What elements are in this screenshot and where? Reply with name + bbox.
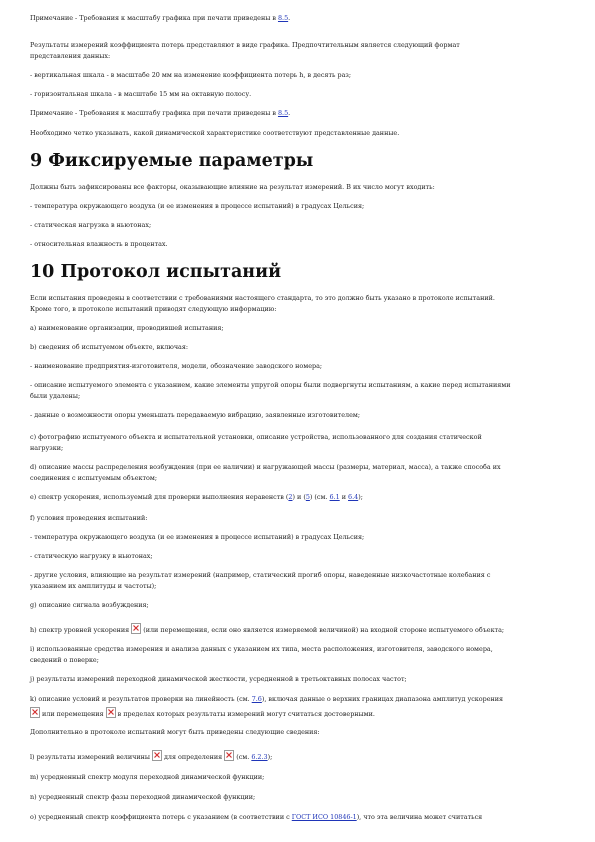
list-item: h) спектр уровней ускорения (или перемещения, если оно является измеряемой величиной) на входной стороне испытуемого объекта; [30, 623, 562, 637]
list-item: - температура окружающего воздуха (и ее изменения в процессе испытаний) в градусах Цельсия; [30, 533, 365, 541]
list-item: - статическую нагрузку в ньютонах; [30, 552, 153, 560]
list-item: указанием их амплитуды и частоты); [30, 582, 157, 590]
body-paragraph: представления данных: [30, 52, 111, 60]
list-item: b) сведения об испытуемом объекте, включая: [30, 343, 189, 351]
link-7-6[interactable]: 7.6 [251, 695, 262, 703]
list-item: d) описание массы распределения возбуждения (при ее наличии) и нагружающей массы (размеры, материал, масса), а также способа их [30, 463, 501, 471]
list-item: сведений о поверке; [30, 656, 99, 664]
list-item: - наименование предприятия-изготовителя, модели, обозначение заводского номера; [30, 362, 323, 370]
link-formula-5[interactable]: 5 [305, 493, 310, 501]
list-item: i) использованные средства измерения и анализа данных с указанием их типа, места расположения, изготовителя, заводского номера, [30, 645, 493, 653]
body-paragraph: Должны быть зафиксированы все факторы, оказывающие влияние на результат измерений. В их число могут входить: [30, 183, 435, 191]
list-item: - относительная влажность в процентах. [30, 240, 168, 248]
body-paragraph: Результаты измерений коэффициента потерь представляют в виде графика. Предпочтительным является следующий формат [30, 41, 460, 49]
body-paragraph: Дополнительно в протоколе испытаний могут быть приведены следующие сведения: [30, 728, 320, 736]
list-item: m) усредненный спектр модуля переходной динамической функции; [30, 773, 265, 781]
list-item: g) описание сигнала возбуждения; [30, 601, 149, 609]
list-item: l) результаты измерений величины для определения (см. 6.2.3); [30, 750, 562, 764]
list-item: k) описание условий и результатов проверки на линейность (см. 7.6), включая данные о верхних границах диапазона амплитуд ускорения [30, 695, 504, 703]
list-item: f) условия проведения испытаний: [30, 514, 148, 522]
broken-image-icon [224, 750, 234, 761]
link-8-5[interactable]: 8.5 [277, 109, 289, 117]
list-item: а) наименование организации, проводившей испытания; [30, 324, 224, 332]
list-item: соединения с испытуемым объектом; [30, 474, 158, 482]
broken-image-icon [30, 707, 40, 718]
list-item: - статическая нагрузка в ньютонах; [30, 221, 152, 229]
list-item: - другие условия, влияющие на результат измерений (например, статический прогиб опоры, наведенные низкочастотные колебания с [30, 571, 491, 579]
body-paragraph: Если испытания проведены в соответствии с требованиями настоящего стандарта, то это должно быть указано в протоколе испытаний. [30, 294, 495, 302]
list-item: - горизонтальная шкала - в масштабе 15 мм на октавную полосу. [30, 90, 252, 98]
list-item: c) фотографию испытуемого объекта и испытательной установки, описание устройства, использованного для создания статической [30, 433, 482, 441]
list-item: нагрузки; [30, 444, 64, 452]
body-paragraph: Необходимо четко указывать, какой динамической характеристике соответствуют представленные данные. [30, 129, 400, 137]
list-item: o) усредненный спектр коэффициента потерь с указанием (в соответствии с ГОСТ ИСО 10846-1), что эта величина может считаться [30, 813, 483, 821]
list-item: были удалены; [30, 392, 81, 400]
link-formula-2[interactable]: 2 [288, 493, 293, 501]
link-6-1[interactable]: 6.1 [329, 493, 340, 501]
note-paragraph: Примечание - Требования к масштабу графика при печати приведены в 8.5. [30, 109, 291, 117]
list-item: - описание испытуемого элемента с указанием, какие элементы упругой опоры были подвергнуты испытаниям, а какие перед испытаниями [30, 381, 511, 389]
list-item: или перемещения в пределах которых результаты измерений могут считаться достоверными. [30, 707, 562, 721]
broken-image-icon [106, 707, 116, 718]
section-heading: 9 Фиксируемые параметры [30, 151, 314, 171]
list-item: n) усредненный спектр фазы переходной динамической функции; [30, 793, 256, 801]
list-item: - данные о возможности опоры уменьшать передаваемую вибрацию, заявленные изготовителем; [30, 411, 361, 419]
link-gost-iso-10846-1[interactable]: ГОСТ ИСО 10846-1 [291, 813, 357, 821]
list-item: e) спектр ускорения, используемый для проверки выполнения неравенств (2) и (5) (см. 6.1 и 6.4); [30, 493, 363, 501]
broken-image-icon [152, 750, 162, 761]
list-item: j) результаты измерений переходной динамической жесткости, усредненной в третьоктавных полосах частот; [30, 675, 407, 683]
link-6-4[interactable]: 6.4 [348, 493, 359, 501]
broken-image-icon [131, 623, 141, 634]
section-heading: 10 Протокол испытаний [30, 262, 282, 282]
body-paragraph: Кроме того, в протоколе испытаний приводят следующую информацию: [30, 305, 277, 313]
link-8-5[interactable]: 8.5 [277, 14, 289, 22]
note-paragraph: Примечание - Требования к масштабу графика при печати приведены в 8.5. [30, 14, 291, 22]
list-item: - вертикальная шкала - в масштабе 20 мм на изменение коэффициента потерь h, в десять раз; [30, 71, 352, 79]
link-6-2-3[interactable]: 6.2.3 [251, 753, 268, 761]
list-item: - температура окружающего воздуха (и ее изменения в процессе испытаний) в градусах Цельсия; [30, 202, 365, 210]
